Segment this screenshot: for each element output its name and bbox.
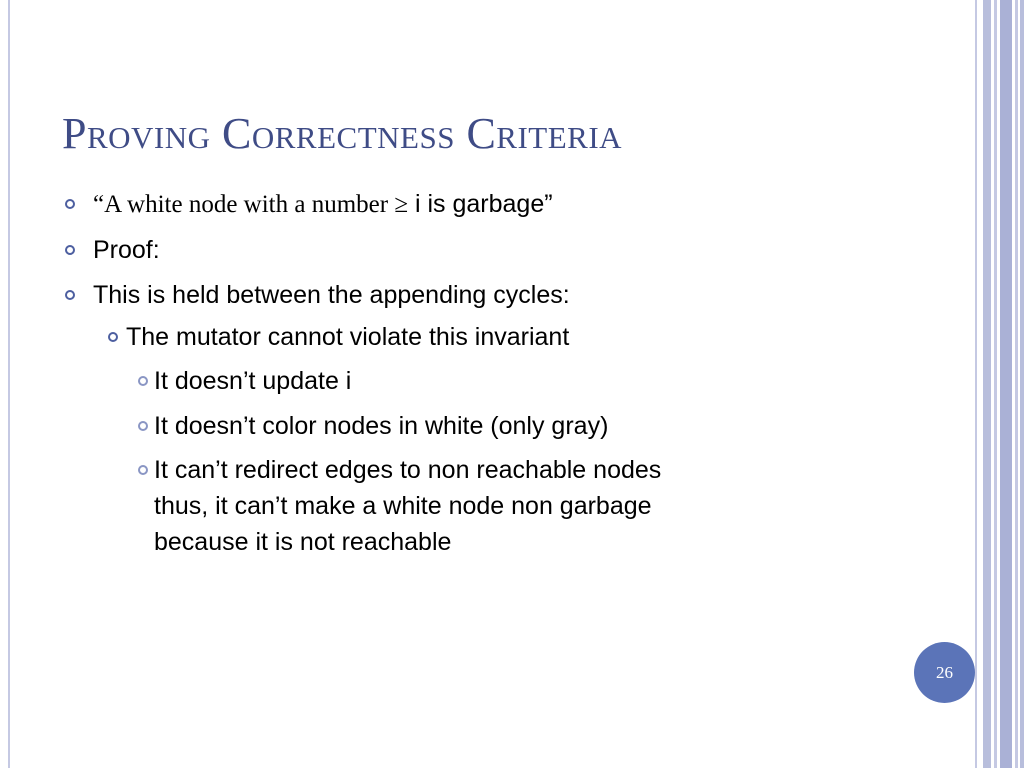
bullet-circle-icon xyxy=(138,376,148,386)
sub-sub-bullet-item-continuation: thus, it can’t make a white node non garbage xyxy=(154,492,652,520)
bullet-text-serif: “A white node with a number ≥ xyxy=(93,191,409,218)
sub-bullet-item: The mutator cannot violate this invariant xyxy=(126,323,570,351)
sub-sub-bullet-item-continuation: because it is not reachable xyxy=(154,528,452,556)
bullet-circle-icon xyxy=(138,421,148,431)
page-number-badge xyxy=(914,642,975,703)
right-decorative-stripe xyxy=(994,0,997,768)
bullet-item: Proof: xyxy=(93,236,160,264)
bullet-circle-icon xyxy=(138,465,148,475)
bullet-circle-icon xyxy=(65,199,75,209)
bullet-circle-icon xyxy=(108,332,118,342)
right-decorative-stripe xyxy=(1000,0,1012,768)
sub-sub-bullet-item: It doesn’t update i xyxy=(154,367,352,395)
sub-sub-bullet-item: It doesn’t color nodes in white (only gray) xyxy=(154,412,609,440)
slide-title: Proving Correctness Criteria xyxy=(62,109,623,158)
right-decorative-stripe xyxy=(975,0,977,768)
bullet-item xyxy=(93,186,553,223)
bullet-circle-icon xyxy=(65,290,75,300)
right-decorative-stripe xyxy=(983,0,991,768)
bullet-text: i is garbage” xyxy=(408,190,553,218)
page-number: 26 xyxy=(936,662,953,682)
bullet-circle-icon xyxy=(65,245,75,255)
sub-sub-bullet-item: It can’t redirect edges to non reachable nodes xyxy=(154,456,662,484)
right-decorative-stripe xyxy=(1015,0,1018,768)
bullet-item: This is held between the appending cycles: xyxy=(93,281,570,309)
right-decorative-stripe xyxy=(1020,0,1024,768)
